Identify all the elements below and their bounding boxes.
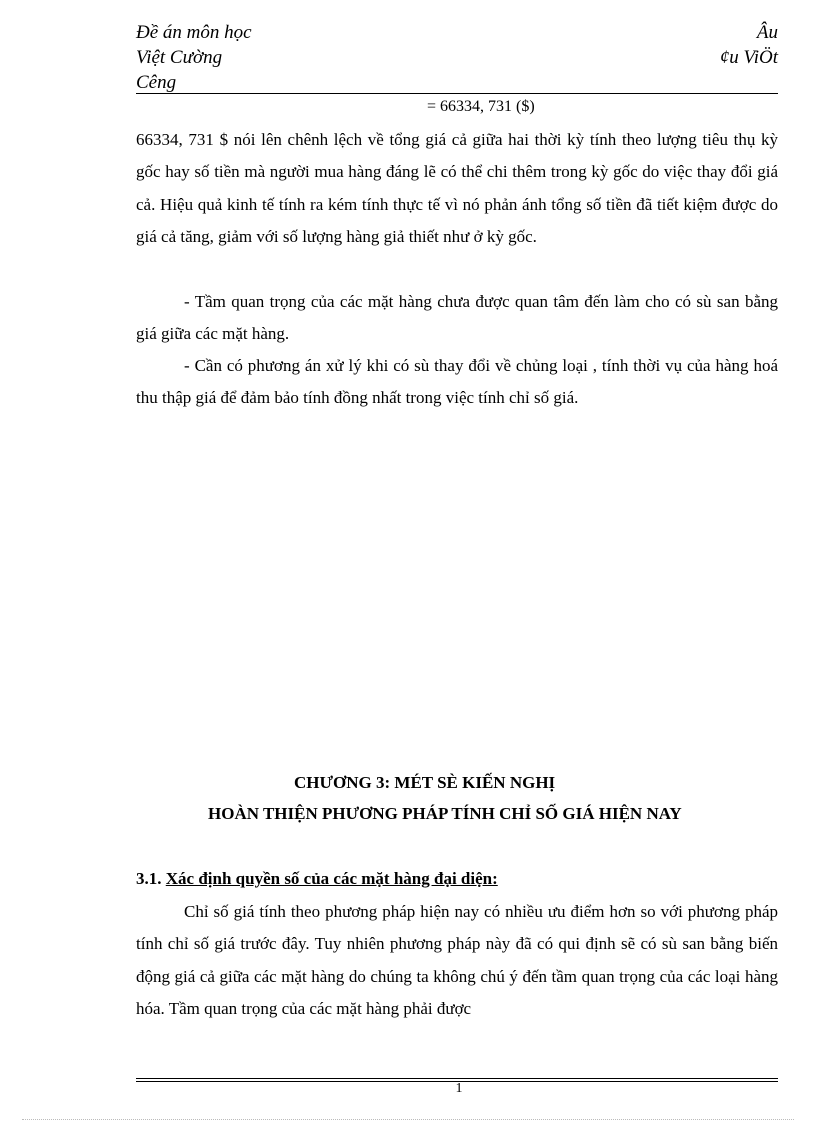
header-right-line-1: Âu — [756, 22, 778, 43]
section-heading — [136, 869, 498, 889]
formula-result: = 66334, 731 ($) — [427, 98, 535, 115]
body-paragraph: 66334, 731 $ nói lên chênh lệch về tổng giá cả giữa hai thời kỳ tính theo lượng tiêu thụ kỳ gốc hay số tiền mà người mua hàng đáng lẽ có thể chi thêm trong kỳ gốc do việc thay đổi giá cả. Hiệu quả kinh tế tính ra kém tính thực tế vì nó phản ánh tổng số tiền đã tiết kiệm được do giá cả tăng, giảm với số lượng hàng giả thiết như ở kỳ gốc. — [136, 130, 778, 247]
page-number: 1 — [455, 1081, 463, 1096]
header-divider — [136, 93, 778, 94]
section-number: 3.1. — [136, 869, 162, 888]
chapter-subheading: HOÀN THIỆN PHƯƠNG PHÁP TÍNH CHỈ SỐ GIÁ HIỆN NAY — [208, 804, 682, 823]
header-right — [720, 20, 778, 70]
section-title: Xác định quyền số của các mặt hàng đại diện: — [165, 869, 498, 888]
header-author-line: Việt Cường — [136, 47, 223, 68]
header-left — [136, 20, 252, 95]
page-header — [136, 20, 778, 94]
page-bottom-border — [22, 1119, 794, 1120]
footer-divider — [136, 1078, 778, 1079]
header-course-title: Đề án môn học — [136, 22, 252, 43]
body-paragraph: - Tầm quan trọng của các mặt hàng chưa được quan tâm đến làm cho có sù san bằng giá giữa các mặt hàng. — [136, 292, 778, 344]
body-paragraph: - Cần có phương án xử lý khi có sù thay đổi về chủng loại , tính thời vụ của hàng hoá thu thập giá để đảm bảo tính đồng nhất trong việc tính chỉ số giá. — [136, 356, 778, 408]
chapter-heading: CHƯƠNG 3: MÉT SÈ KIẾN NGHỊ — [294, 773, 556, 792]
header-author-line-2: Cêng — [136, 72, 177, 93]
section-paragraph: Chỉ số giá tính theo phương pháp hiện nay có nhiều ưu điểm hơn so với phương pháp tính chỉ số giá trước đây. Tuy nhiên phương pháp này đã có qui định sẽ có sù san bằng biến động giá cả giữa các mặt hàng do chúng ta không chú ý đến tầm quan trọng của các loại hàng hóa. Tầm quan trọng của các mặt hàng phải được — [136, 902, 778, 1019]
header-right-line-2: ¢u ViÖt — [719, 47, 778, 68]
